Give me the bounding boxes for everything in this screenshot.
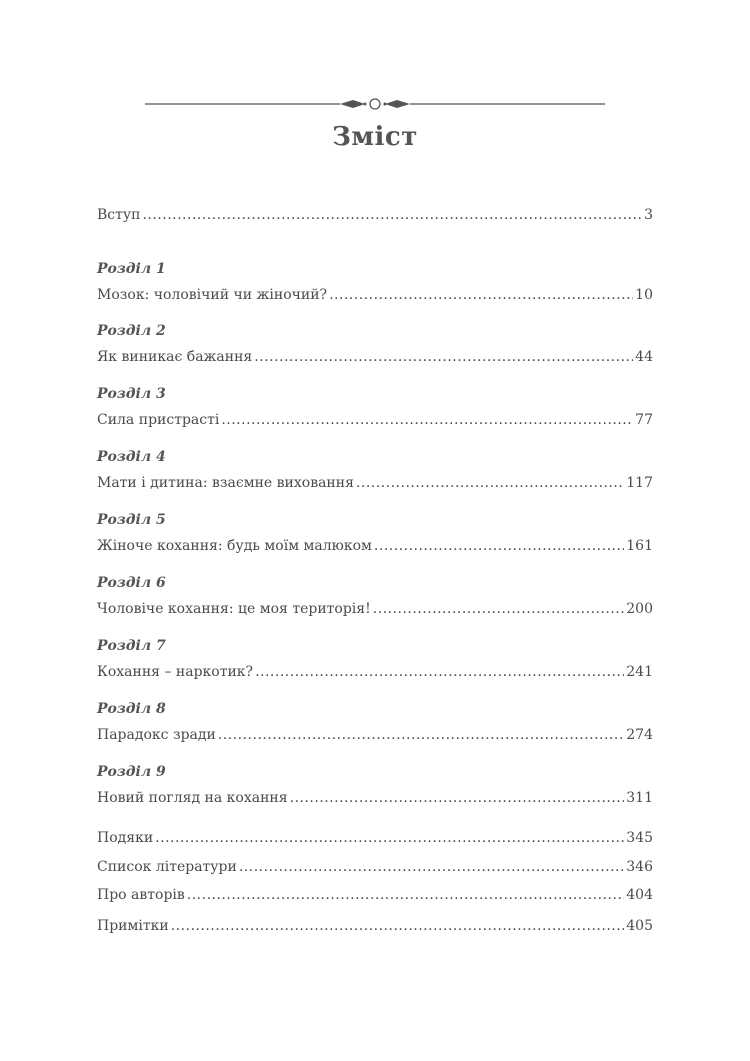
toc-leader-dots (187, 886, 624, 904)
toc-entry-bibliography[interactable] (97, 858, 653, 876)
chapter-heading: Розділ 2 (97, 323, 166, 339)
toc-entry-page: 117 (626, 475, 653, 491)
toc-entry-page: 10 (635, 287, 653, 303)
toc-leader-dots (254, 348, 633, 366)
toc-entry-chapter-9[interactable] (97, 789, 653, 807)
toc-leader-dots (374, 537, 624, 555)
toc-leader-dots (239, 858, 624, 876)
toc-entry-page: 345 (626, 830, 653, 846)
toc-leader-dots (255, 663, 624, 681)
toc-entry-about-authors[interactable] (97, 886, 653, 904)
toc-entry-label: Мозок: чоловічий чи жіночий? (97, 287, 328, 303)
chapter-heading: Розділ 4 (97, 449, 166, 465)
toc-entry-page: 3 (644, 207, 653, 223)
toc-entry-page: 44 (635, 349, 653, 365)
title-ornament (145, 96, 605, 112)
toc-entry-page: 274 (626, 727, 653, 743)
toc-entry-label: Примітки (97, 918, 169, 934)
toc-entry-label: Кохання – наркотик? (97, 664, 254, 680)
chapter-heading: Розділ 5 (97, 512, 166, 528)
toc-entry-label: Сила пристрасті (97, 412, 220, 428)
toc-entry-notes[interactable] (97, 917, 653, 935)
toc-entry-page: 404 (626, 887, 653, 903)
toc-entry-chapter-1[interactable] (97, 286, 653, 304)
toc-entry-chapter-5[interactable] (97, 537, 653, 555)
toc-entry-label: Новий погляд на кохання (97, 790, 288, 806)
toc-entry-page: 77 (635, 412, 653, 428)
toc-leader-dots (142, 206, 642, 224)
toc-entry-page: 346 (626, 859, 653, 875)
toc-entry-page: 311 (626, 790, 653, 806)
toc-entry-label: Вступ (97, 207, 141, 223)
toc-entry-label: Мати і дитина: взаємне виховання (97, 475, 354, 491)
toc-leader-dots (171, 917, 625, 935)
toc-entry-label: Чоловіче кохання: це моя територія! (97, 601, 371, 617)
toc-leader-dots (221, 411, 633, 429)
toc-entry-page: 405 (626, 918, 653, 934)
toc-leader-dots (290, 789, 625, 807)
toc-entry-acknowledgements[interactable] (97, 829, 653, 847)
toc-entry-page: 241 (626, 664, 653, 680)
chapter-heading: Розділ 3 (97, 386, 166, 402)
toc-entry-chapter-7[interactable] (97, 663, 653, 681)
chapter-heading: Розділ 7 (97, 638, 166, 654)
toc-leader-dots (155, 829, 624, 847)
toc-leader-dots (218, 726, 624, 744)
toc-leader-dots (356, 474, 624, 492)
toc-entry-label: Список літератури (97, 859, 237, 875)
toc-entry-label: Про авторів (97, 887, 185, 903)
toc-entry-intro[interactable] (97, 206, 653, 224)
toc-entry-chapter-8[interactable] (97, 726, 653, 744)
toc-entry-chapter-2[interactable] (97, 348, 653, 366)
toc-leader-dots (329, 286, 633, 304)
chapter-heading: Розділ 8 (97, 701, 166, 717)
toc-entry-chapter-3[interactable] (97, 411, 653, 429)
toc-entry-page: 161 (626, 538, 653, 554)
chapter-heading: Розділ 9 (97, 764, 166, 780)
toc-entry-chapter-4[interactable] (97, 474, 653, 492)
toc-entry-label: Парадокс зради (97, 727, 216, 743)
toc-entry-page: 200 (626, 601, 653, 617)
chapter-heading: Розділ 1 (97, 261, 166, 277)
page-title: Зміст (332, 122, 418, 152)
toc-leader-dots (373, 600, 625, 618)
toc-entry-label: Жіноче кохання: будь моїм малюком (97, 538, 372, 554)
chapter-heading: Розділ 6 (97, 575, 166, 591)
toc-entry-label: Подяки (97, 830, 154, 846)
toc-entry-chapter-6[interactable] (97, 600, 653, 618)
toc-entry-label: Як виникає бажання (97, 349, 253, 365)
